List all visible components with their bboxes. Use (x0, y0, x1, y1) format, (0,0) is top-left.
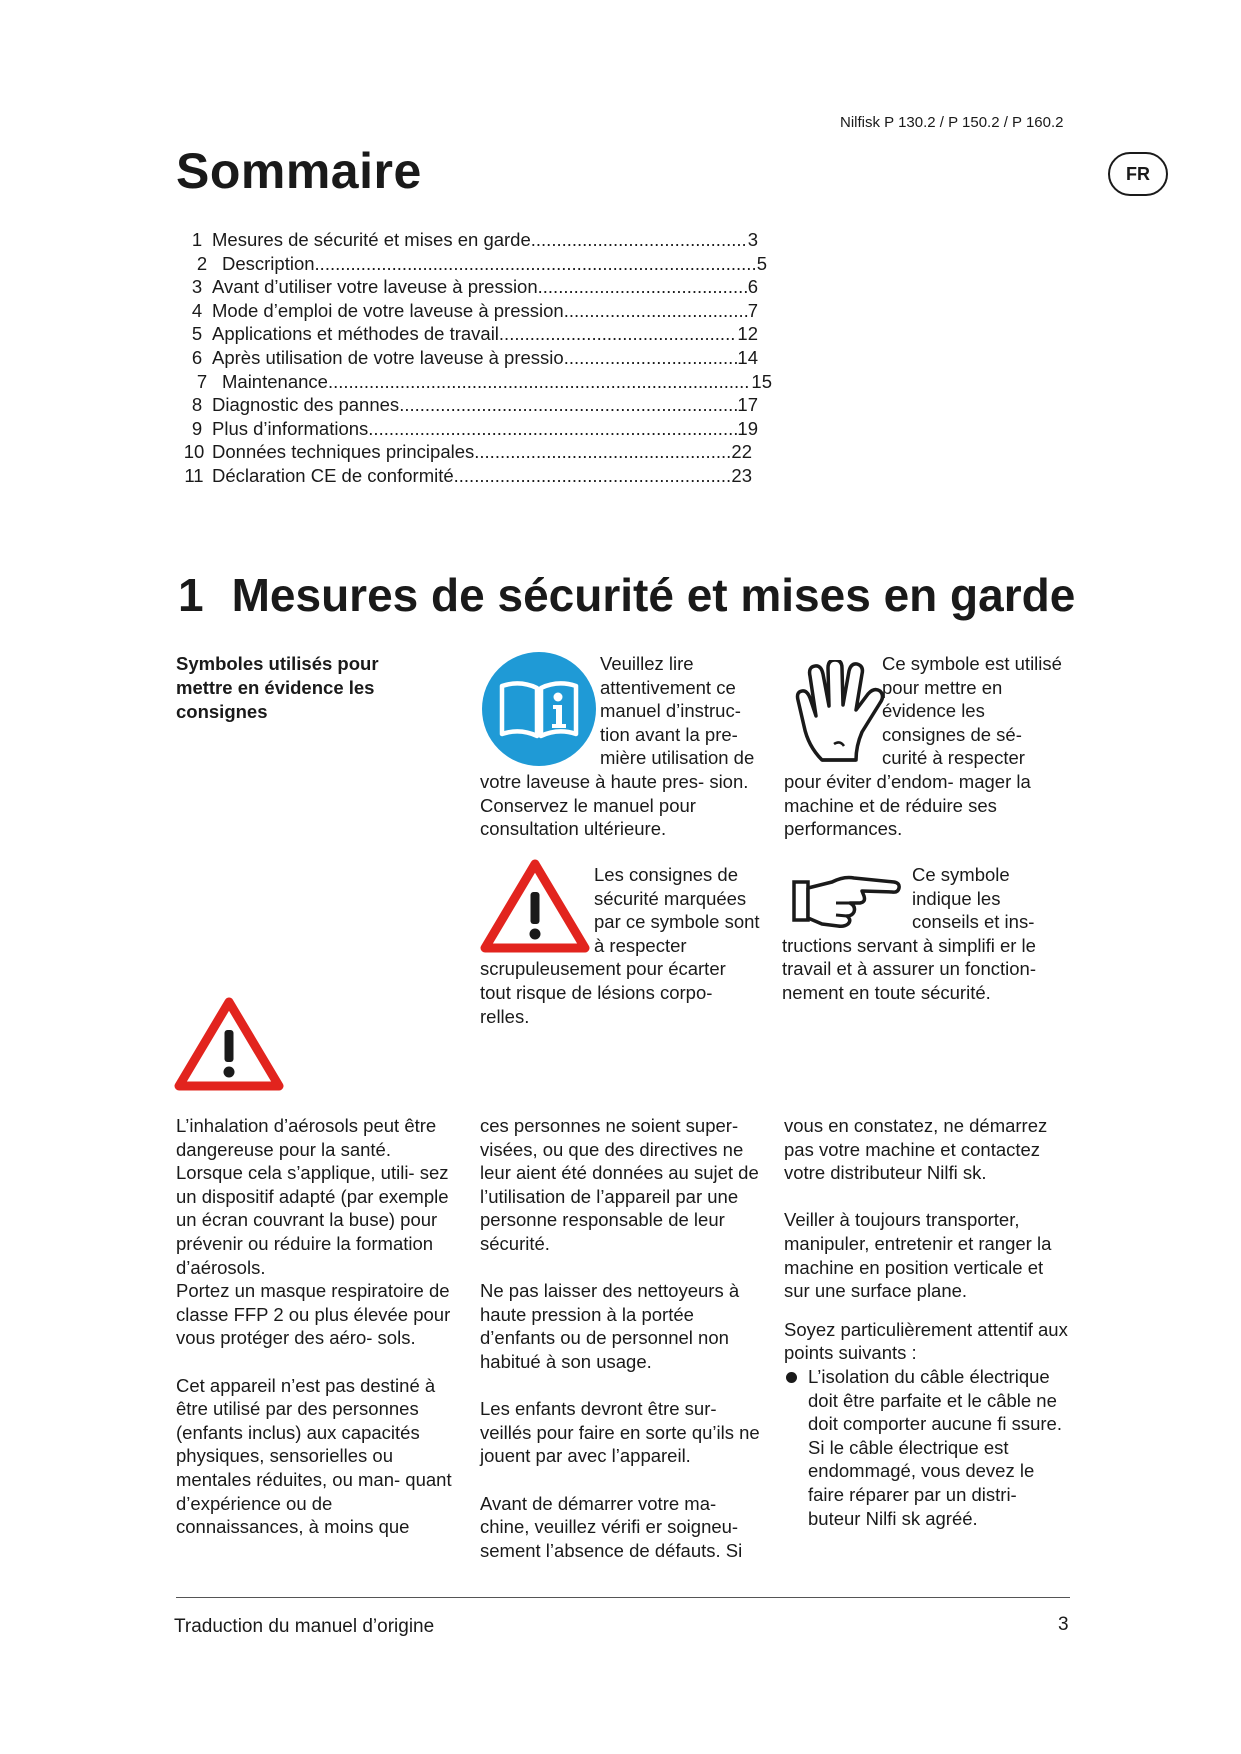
page-number: 3 (1058, 1614, 1069, 1635)
footer-divider (176, 1597, 1070, 1598)
toc-title: Sommaire (176, 143, 422, 199)
toc-item[interactable]: 4 Mode d’emploi de votre laveuse à pression ..... 7 (182, 299, 758, 323)
table-of-contents (182, 228, 782, 488)
footer-text: Traduction du manuel d’origine (174, 1616, 435, 1637)
toc-item[interactable]: 5 Applications et méthodes de travail ..... 12 (182, 322, 758, 346)
column-3 (784, 1114, 1070, 1530)
col1-paragraph-2: Portez un masque respiratoire de classe FFP 2 ou plus élevée pour vous protéger des aéro- sols. (176, 1280, 451, 1349)
warning-triangle-large-icon (174, 996, 284, 1097)
symbols-heading: Symboles utilisés pour mettre en évidence les consignes (176, 653, 379, 722)
col1-paragraph-1: L’inhalation d’aérosols peut être dangereuse pour la santé. Lorsque cela s’applique, utili- sez un dispositif adapté (par exemple un écran couvrant la buse) pour prévenir ou réduire la formation d’aérosols. (176, 1115, 449, 1278)
warning-symbol-text: Les consignes de sécurité marquées par ce symbole sont à respecter scrupuleusement pour écarter tout risque de lésions corpo- relles. (480, 864, 760, 1027)
column-1 (176, 1114, 456, 1539)
language-badge: FR (1108, 152, 1168, 196)
col2-paragraph-2: Ne pas laisser des nettoyeurs à haute pression à la portée d’enfants ou de personnel non habitué à son usage. (480, 1280, 740, 1372)
section-number: 1 (178, 569, 204, 621)
toc-item[interactable]: 7 Maintenance ..... 15 (182, 370, 772, 394)
toc-item[interactable]: 8 Diagnostic des pannes ..... 17 (182, 393, 758, 417)
col2-paragraph-3: Les enfants devront être sur- veillés pour faire en sorte qu’ils ne jouent par avec l’appareil. (480, 1398, 760, 1467)
section-title-text: Mesures de sécurité et mises en garde (231, 569, 1076, 621)
col2-paragraph-4: Avant de démarrer votre ma- chine, veuillez vérifi er soigneu- sement l’absence de défauts. Si (480, 1492, 743, 1561)
toc-item[interactable]: 11 Déclaration CE de conformité ..... 23 (176, 464, 752, 488)
toc-item[interactable]: 6 Après utilisation de votre laveuse à pressio ..... 14 (182, 346, 758, 370)
section-title (178, 568, 1075, 622)
toc-item[interactable]: 10 Données techniques principales ..... 22 (176, 440, 752, 464)
toc-item[interactable]: 1 Mesures de sécurité et mises en garde ..... 3 (182, 228, 758, 252)
col1-paragraph-3: Cet appareil n’est pas destiné à être utilisé par des personnes (enfants inclus) aux capacités physiques, sensorielles ou mentales réduites, ou man- quant d’expérience ou de connaissances, à moins que (176, 1374, 452, 1538)
col3-paragraph-3: Soyez particulièrement attentif aux points suivants : (784, 1318, 1068, 1364)
manual-symbol-text: Veuillez lire attentivement ce manuel d’instruc- tion avant la pre- mière utilisation de votre laveuse à haute pres- sion. Conservez le manuel pour consultation ultérieure. (480, 653, 755, 840)
toc-item[interactable]: 2 Description ..... 5 (182, 252, 767, 276)
toc-item[interactable]: 9 Plus d’informations ..... 19 (182, 417, 758, 441)
col2-paragraph-1: ces personnes ne soient super- visées, ou que des directives ne leur aient été données au sujet de l’utilisation de l’appareil par une personne responsable de leur sécurité. (480, 1115, 759, 1254)
pointing-symbol-text: Ce symbole indique les conseils et ins- tructions servant à simplifi er le travail et à assurer un fonction- nement en toute sécurité. (782, 864, 1036, 1003)
column-2 (480, 1114, 765, 1562)
col3-paragraph-1: vous en constatez, ne démarrez pas votre machine et contactez votre distributeur Nilfi sk. (784, 1115, 1048, 1184)
col3-bullet-list (784, 1365, 1070, 1530)
list-item: L’isolation du câble électrique doit être parfaite et le câble ne doit comporter aucune fi ssure. Si le câble électrique est endommagé, vous devez le faire réparer par un distri- buteur Nilfi sk agréé. (784, 1365, 1070, 1530)
header-model: Nilfisk P 130.2 / P 150.2 / P 160.2 (840, 114, 1064, 131)
col3-paragraph-2: Veiller à toujours transporter, manipuler, entretenir et ranger la machine en position verticale et sur une surface plane. (784, 1209, 1052, 1302)
hand-symbol-text: Ce symbole est utilisé pour mettre en évidence les consignes de sé- curité à respecter pour éviter d’endom- mager la machine et de réduire ses performances. (784, 653, 1062, 840)
toc-item[interactable]: 3 Avant d’utiliser votre laveuse à pression ..... 6 (182, 275, 758, 299)
